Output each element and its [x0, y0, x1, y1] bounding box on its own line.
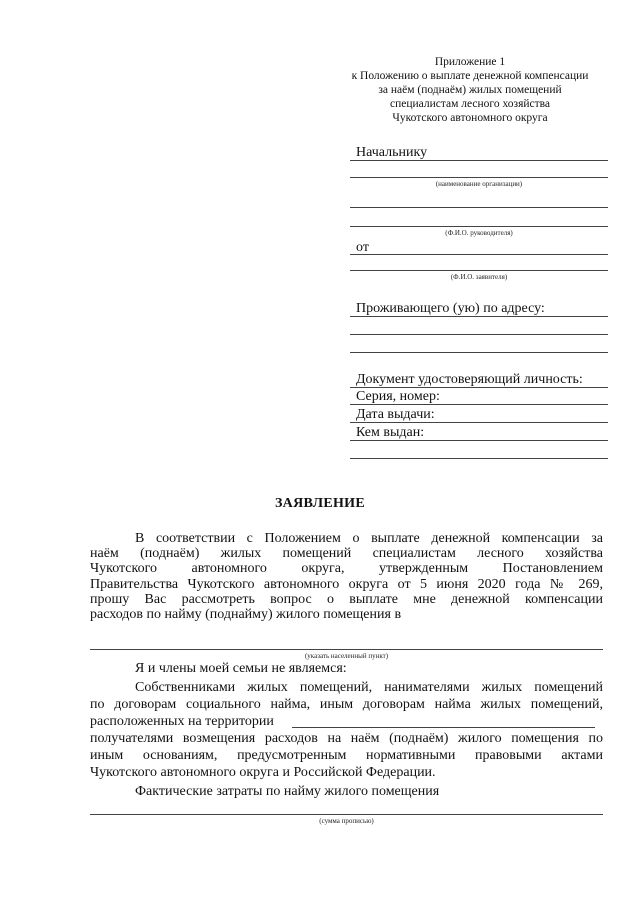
applicant-line[interactable] — [350, 254, 608, 255]
org-line[interactable] — [350, 177, 608, 178]
request-paragraph — [90, 531, 603, 622]
amount-caption: (сумма прописью) — [319, 817, 374, 825]
appendix-number: Приложение 1 — [434, 56, 506, 68]
appendix-ref-line: за наём (поднаём) жилых помещений — [378, 84, 562, 96]
id-doc-label: Документ удостоверяющий личность: — [356, 372, 583, 387]
paragraph-line: наём (поднаём) жилых помещений специалистам лесного хозяйства — [90, 546, 603, 562]
owners-line-2: по договорам социального найма, иным договорам найма жилых помещений, — [90, 697, 603, 712]
paragraph-line: Правительства Чукотского автономного округа от 5 июня 2020 года № 269, — [90, 576, 603, 592]
org-caption: (наименование организации) — [435, 180, 523, 188]
address-line-3[interactable] — [350, 352, 608, 353]
to-label: Начальнику — [356, 145, 428, 160]
address-label: Проживающего (ую) по адресу: — [356, 301, 545, 316]
paragraph-line: Чукотского автономного округа, утвержденным Постановлением — [90, 561, 603, 577]
appendix-header — [300, 55, 640, 125]
recipients-line-1: получателями возмещения расходов на наём (поднаём) жилого помещения по — [90, 731, 603, 746]
applicant-caption: (Ф.И.О. заявителя) — [450, 273, 508, 281]
recipients-line-2: иным основаниям, предусмотренным нормативными правовыми актами — [90, 748, 603, 763]
family-statement: Я и члены моей семьи не являемся: — [135, 661, 347, 676]
recipients-line-3: Чукотского автономного округа и Российской Федерации. — [90, 765, 436, 780]
appendix-ref-line: специалистам лесного хозяйства — [389, 98, 551, 110]
appendix-ref-line: к Положению о выплате денежной компенсации — [351, 70, 589, 82]
document-title: ЗАЯВЛЕНИЕ — [274, 496, 365, 511]
address-line-1[interactable] — [350, 316, 608, 317]
from-label: от — [356, 240, 369, 255]
issue-date-line[interactable] — [350, 422, 608, 423]
applicant-line-2[interactable] — [350, 270, 608, 271]
territory-line[interactable] — [292, 727, 595, 728]
series-line[interactable] — [350, 404, 608, 405]
paragraph-line: В соответствии с Положением о выплате денежной компенсации за — [135, 531, 603, 546]
head-name-line[interactable] — [350, 207, 608, 208]
head-name-line-2[interactable] — [350, 226, 608, 227]
paragraph-line: прошу Вас рассмотреть вопрос о выплате мне денежной компенсации — [90, 591, 603, 607]
issue-date-label: Дата выдачи: — [356, 407, 435, 422]
issued-by-label: Кем выдан: — [356, 425, 425, 440]
owners-line-1: Собственниками жилых помещений, нанимателями жилых помещений — [135, 680, 603, 695]
issued-by-line-2[interactable] — [350, 458, 608, 459]
series-label: Серия, номер: — [356, 389, 440, 404]
issued-by-line[interactable] — [350, 440, 608, 441]
paragraph-line: расходов по найму (поднайму) жилого помещения в — [90, 607, 402, 623]
locality-caption: (указать населенный пункт) — [304, 652, 389, 660]
id-doc-line[interactable] — [350, 387, 608, 388]
to-line[interactable] — [350, 160, 608, 161]
locality-line[interactable] — [90, 649, 603, 650]
actual-costs-line: Фактические затраты по найму жилого помещения — [135, 784, 440, 799]
owners-line-3: расположенных на территории — [90, 714, 274, 729]
head-caption: (Ф.И.О. руководителя) — [445, 229, 513, 237]
amount-line[interactable] — [90, 814, 603, 815]
appendix-ref-line: Чукотского автономного округа — [392, 112, 548, 124]
address-line-2[interactable] — [350, 334, 608, 335]
